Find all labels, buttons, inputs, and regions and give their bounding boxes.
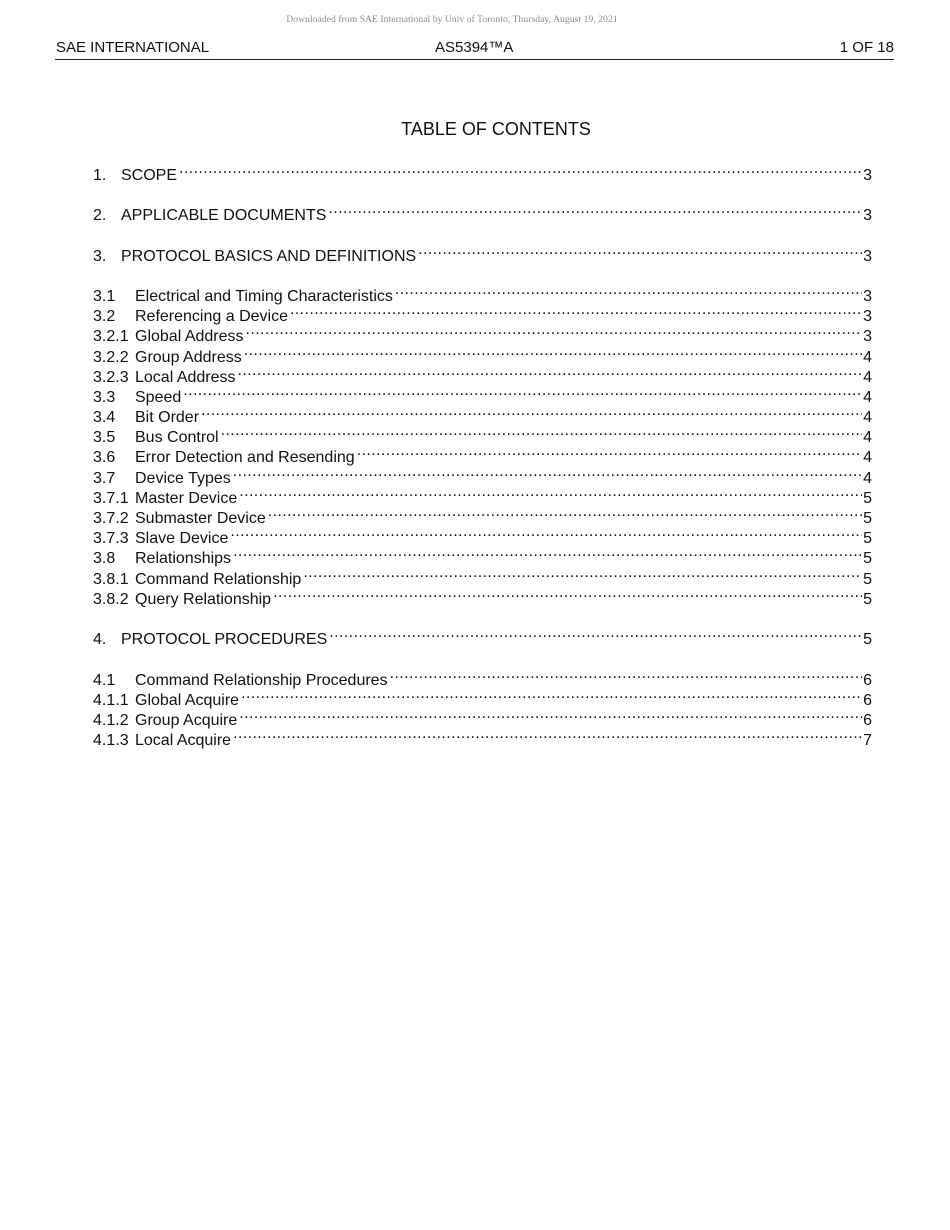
toc-entry[interactable]	[93, 725, 872, 749]
toc-entry-title: Command Relationship	[135, 571, 302, 588]
toc-entry-page: 4	[863, 470, 872, 487]
toc-entry[interactable]	[93, 160, 872, 184]
toc-entry[interactable]	[93, 584, 872, 608]
toc-entry-number: 3.3	[93, 389, 116, 406]
toc-entry[interactable]	[93, 281, 872, 305]
toc-entry-title: Query Relationship	[135, 591, 272, 608]
toc-entry-page: 4	[863, 409, 872, 426]
toc-entry[interactable]	[93, 503, 872, 527]
toc-entry-number: 3.2.3	[93, 369, 129, 386]
toc-entry-number: 2.	[93, 207, 107, 224]
toc-entry-title: APPLICABLE DOCUMENTS	[121, 207, 327, 224]
toc-entry-title: Group Address	[135, 349, 242, 366]
toc-leader-dots	[329, 624, 862, 644]
toc-entry[interactable]	[93, 483, 872, 507]
toc-entry-page: 5	[863, 490, 872, 507]
toc-leader-dots	[233, 463, 862, 483]
toc-entry-page: 3	[863, 288, 872, 305]
toc-leader-dots	[230, 523, 862, 543]
toc-entry-title: Device Types	[135, 470, 231, 487]
toc-entry[interactable]	[93, 241, 872, 265]
toc-entry-title: Relationships	[135, 550, 232, 567]
toc-entry-number: 3.2.1	[93, 328, 129, 345]
toc-leader-dots	[328, 200, 862, 220]
toc-entry-number: 3.7.1	[93, 490, 129, 507]
toc-entry-number: 4.1.2	[93, 712, 129, 729]
toc-entry-title: Submaster Device	[135, 510, 266, 527]
toc-entry-page: 4	[863, 369, 872, 386]
toc-leader-dots	[233, 543, 862, 563]
toc-entry-page: 4	[863, 429, 872, 446]
toc-leader-dots	[273, 584, 862, 604]
toc-entry-number: 4.1.1	[93, 692, 129, 709]
toc-leader-dots	[239, 705, 862, 725]
toc-entry-title: Global Address	[135, 328, 244, 345]
toc-entry-title: Group Acquire	[135, 712, 238, 729]
toc-entry-page: 4	[863, 389, 872, 406]
toc-leader-dots	[239, 483, 862, 503]
toc-leader-dots	[390, 665, 863, 685]
toc-entry[interactable]	[93, 685, 872, 709]
toc-entry-number: 3.	[93, 248, 107, 265]
toc-entry-page: 4	[863, 349, 872, 366]
toc-entry[interactable]	[93, 705, 872, 729]
toc-leader-dots	[244, 342, 862, 362]
toc-entry-number: 4.	[93, 631, 107, 648]
toc-entry-number: 3.2.2	[93, 349, 129, 366]
toc-leader-dots	[418, 241, 862, 261]
toc-entry-title: Master Device	[135, 490, 238, 507]
toc-entry[interactable]	[93, 543, 872, 567]
page-header	[55, 37, 894, 60]
toc-leader-dots	[238, 362, 863, 382]
toc-leader-dots	[357, 442, 862, 462]
toc-entry-number: 3.1	[93, 288, 116, 305]
toc-entry-page: 6	[863, 712, 872, 729]
toc-entry-title: Global Acquire	[135, 692, 240, 709]
toc-entry-title: Electrical and Timing Characteristics	[135, 288, 393, 305]
toc-entry-number: 3.8	[93, 550, 116, 567]
toc-entry-title: Command Relationship Procedures	[135, 672, 388, 689]
toc-entry-title: Slave Device	[135, 530, 229, 547]
toc-entry-page: 3	[863, 207, 872, 224]
toc-leader-dots	[201, 402, 862, 422]
toc-leader-dots	[183, 382, 862, 402]
header-page-number: 1 OF 18	[839, 39, 894, 56]
toc-entry[interactable]	[93, 200, 872, 224]
toc-entry[interactable]	[93, 321, 872, 345]
toc-entry-title: PROTOCOL PROCEDURES	[121, 631, 328, 648]
toc-title: TABLE OF CONTENTS	[401, 119, 591, 139]
toc-entry[interactable]	[93, 442, 872, 466]
toc-entry-number: 3.6	[93, 449, 116, 466]
toc-entry-page: 5	[863, 550, 872, 567]
toc-entry-page: 6	[863, 692, 872, 709]
toc-entry-number: 3.7.2	[93, 510, 129, 527]
toc-entry-page: 3	[863, 167, 872, 184]
toc-entry-page: 5	[863, 510, 872, 527]
toc-entry[interactable]	[93, 463, 872, 487]
toc-entry-number: 3.5	[93, 429, 116, 446]
toc-leader-dots	[241, 685, 862, 705]
toc-leader-dots	[233, 725, 862, 745]
toc-entry[interactable]	[93, 342, 872, 366]
toc-entry-number: 4.1.3	[93, 732, 129, 749]
toc-entry-page: 5	[863, 631, 872, 648]
toc-entry-number: 3.7	[93, 470, 116, 487]
header-organization: SAE INTERNATIONAL	[56, 39, 210, 56]
toc-entry-page: 5	[863, 530, 872, 547]
toc-entry-title: Local Address	[135, 369, 236, 386]
toc-entry-title: Bit Order	[135, 409, 200, 426]
toc-leader-dots	[395, 281, 862, 301]
toc-entry-page: 3	[863, 248, 872, 265]
toc-entry[interactable]	[93, 523, 872, 547]
toc-entry-page: 6	[863, 672, 872, 689]
toc-entry-title: PROTOCOL BASICS AND DEFINITIONS	[121, 248, 417, 265]
toc-entry-title: Local Acquire	[135, 732, 232, 749]
toc-leader-dots	[179, 160, 862, 180]
toc-leader-dots	[221, 422, 863, 442]
toc-entry-number: 3.7.3	[93, 530, 129, 547]
toc-entry-page: 4	[863, 449, 872, 466]
toc-entry-title: SCOPE	[121, 167, 178, 184]
toc-leader-dots	[246, 321, 863, 341]
toc-entry-title: Speed	[135, 389, 182, 406]
toc-entry-page: 3	[863, 328, 872, 345]
toc-entry-title: Error Detection and Resending	[135, 449, 355, 466]
toc-entry-page: 7	[863, 732, 872, 749]
toc-entry-page: 3	[863, 308, 872, 325]
download-watermark: Downloaded from SAE International by Univ of Toronto, Thursday, August 19, 2021	[286, 15, 618, 25]
toc-leader-dots	[290, 301, 862, 321]
toc-entry[interactable]	[93, 564, 872, 588]
toc-entry-number: 4.1	[93, 672, 116, 689]
toc-entry-number: 3.4	[93, 409, 116, 426]
toc-entry-number: 3.8.2	[93, 591, 129, 608]
toc-entry-page: 5	[863, 591, 872, 608]
toc-leader-dots	[303, 564, 862, 584]
toc-entry-number: 3.2	[93, 308, 116, 325]
toc-entry-number: 1.	[93, 167, 107, 184]
toc-entry[interactable]	[93, 382, 872, 406]
toc-entry[interactable]	[93, 624, 872, 648]
toc-entry-page: 5	[863, 571, 872, 588]
toc-entry[interactable]	[93, 665, 872, 689]
toc-entry[interactable]	[93, 402, 872, 426]
toc-entry-number: 3.8.1	[93, 571, 129, 588]
toc-entry-title: Bus Control	[135, 429, 219, 446]
toc-leader-dots	[268, 503, 862, 523]
toc-entry[interactable]	[93, 362, 872, 386]
toc-entry[interactable]	[93, 422, 872, 446]
toc-entry-title: Referencing a Device	[135, 308, 288, 325]
header-document-id: AS5394™A	[435, 39, 514, 56]
toc-entry[interactable]	[93, 301, 872, 325]
